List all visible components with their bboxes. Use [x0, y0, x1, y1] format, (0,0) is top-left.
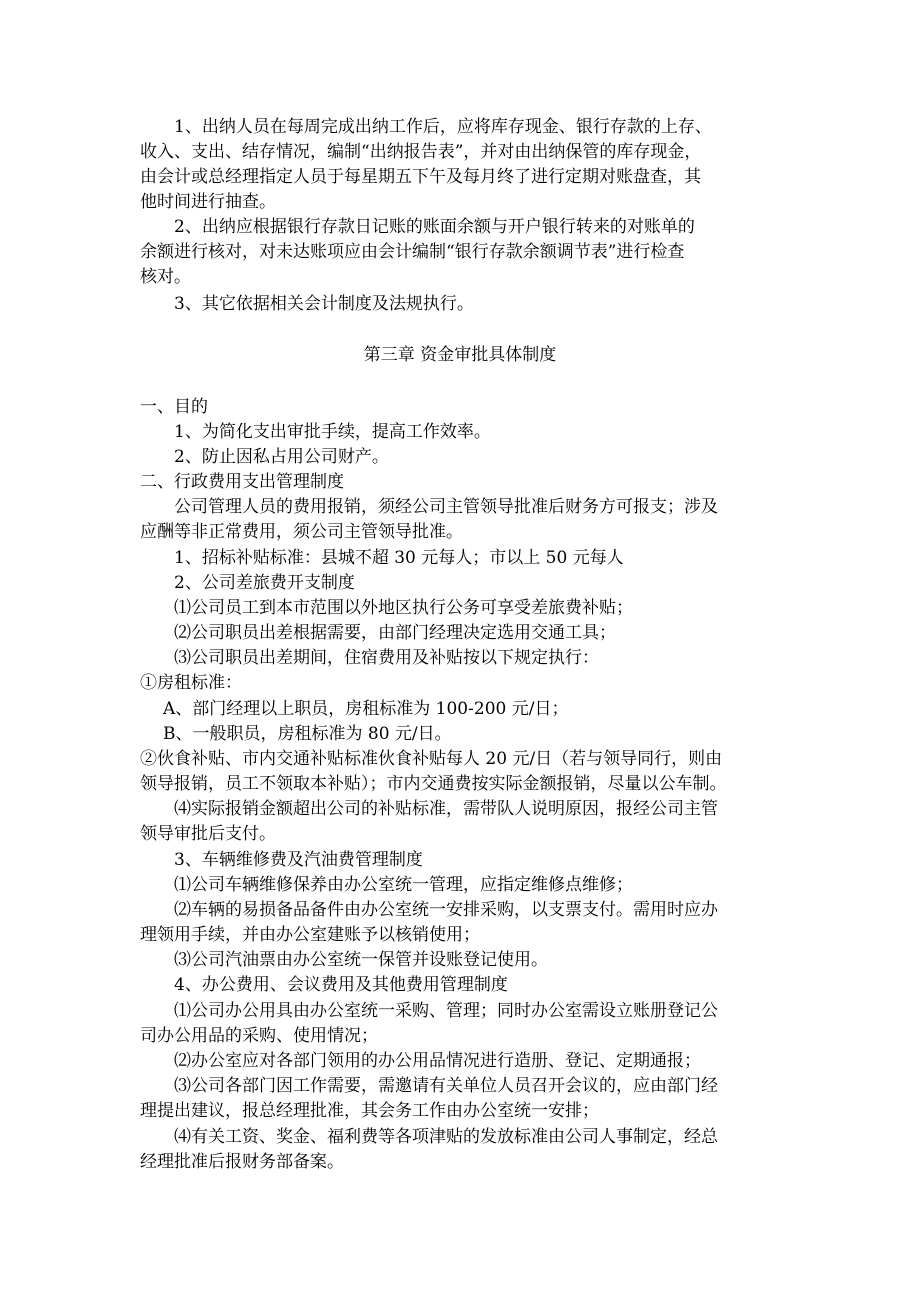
- text-line: 2、防止因私占用公司财产。: [174, 447, 389, 467]
- text-line: 1、出纳人员在每周完成出纳工作后，应将库存现金、银行存款的上存、: [174, 117, 712, 137]
- text-line: ②伙食补贴、市内交通补贴标准伙食补贴每人 20 元/日（若与领导同行，则由: [140, 749, 723, 769]
- text-line: ⑶公司各部门因工作需要，需邀请有关单位人员召开会议的，应由部门经: [174, 1076, 718, 1096]
- text-line: ⑷有关工资、奖金、福利费等各项津贴的发放标准由公司人事制定，经总: [174, 1127, 718, 1147]
- text-line: 2、出纳应根据银行存款日记账的账面余额与开户银行转来的对账单的: [174, 217, 695, 237]
- text-line: 领导报销，员工不领取本补贴）；市内交通费按实际金额报销，尽量以公车制。: [140, 774, 727, 794]
- text-line: ⑴公司员工到本市范围以外地区执行公务可享受差旅费补贴；: [174, 598, 633, 618]
- text-line: 司办公用品的采购、使用情况；: [140, 1026, 378, 1046]
- text-line: 应酬等非正常费用，须公司主管领导批准。: [140, 522, 463, 542]
- text-line: ⑵车辆的易损备品备件由办公室统一安排采购，以支票支付。需用时应办: [174, 900, 718, 920]
- text-line: 核对。: [140, 267, 191, 287]
- text-line: A、部门经理以上职员，房租标准为 100-200 元/日；: [163, 699, 569, 719]
- text-line: ⑴公司办公用具由办公室统一采购、管理；同时办公室需设立账册登记公: [174, 1001, 718, 1021]
- section-heading: 二、行政费用支出管理制度: [140, 472, 344, 492]
- text-line: 1、招标补贴标准：县城不超 30 元每人；市以上 50 元每人: [174, 548, 624, 568]
- text-line: 4、办公费用、会议费用及其他费用管理制度: [174, 975, 508, 995]
- text-line: ⑴公司车辆维修保养由办公室统一管理，应指定维修点维修；: [174, 875, 633, 895]
- text-line: ⑵办公室应对各部门领用的办公用品情况进行造册、登记、定期通报；: [174, 1051, 701, 1071]
- text-line: 2、公司差旅费开支制度: [174, 573, 355, 593]
- text-line: 理领用手续，并由办公室建账予以核销使用；: [140, 925, 480, 945]
- chapter-heading: 第三章 资金审批具体制度: [363, 345, 557, 365]
- text-line: 经理批准后报财务部备案。: [140, 1152, 344, 1172]
- text-line: 1、为简化支出审批手续，提高工作效率。: [174, 422, 491, 442]
- text-line: 3、车辆维修费及汽油费管理制度: [174, 850, 423, 870]
- text-line: 3、其它依据相关会计制度及法规执行。: [174, 294, 474, 314]
- text-line: ⑵公司职员出差根据需要，由部门经理决定选用交通工具；: [174, 623, 616, 643]
- text-line: 他时间进行抽查。: [140, 192, 276, 212]
- text-line: ①房租标准：: [140, 673, 242, 693]
- text-line: B、一般职员，房租标准为 80 元/日。: [163, 724, 452, 744]
- text-line: 由会计或总经理指定人员于每星期五下午及每月终了进行定期对账盘查，其: [140, 167, 701, 187]
- text-line: 领导审批后支付。: [140, 824, 276, 844]
- text-line: 理提出建议，报总经理批准，其会务工作由办公室统一安排；: [140, 1101, 599, 1121]
- text-line: 余额进行核对，对未达账项应由会计编制“银行存款余额调节表”进行检查: [140, 242, 685, 262]
- text-line: ⑶公司职员出差期间，住宿费用及补贴按以下规定执行：: [174, 648, 599, 668]
- text-line: ⑶公司汽油票由办公室统一保管并设账登记使用。: [174, 950, 548, 970]
- text-line: ⑷实际报销金额超出公司的补贴标准，需带队人说明原因，报经公司主管: [174, 799, 718, 819]
- text-line: 收入、支出、结存情况，编制“出纳报告表”，并对由出纳保管的库存现金，: [140, 142, 702, 162]
- section-heading: 一、目的: [140, 397, 208, 417]
- text-line: 公司管理人员的费用报销，须经公司主管领导批准后财务方可报支；涉及: [174, 497, 718, 517]
